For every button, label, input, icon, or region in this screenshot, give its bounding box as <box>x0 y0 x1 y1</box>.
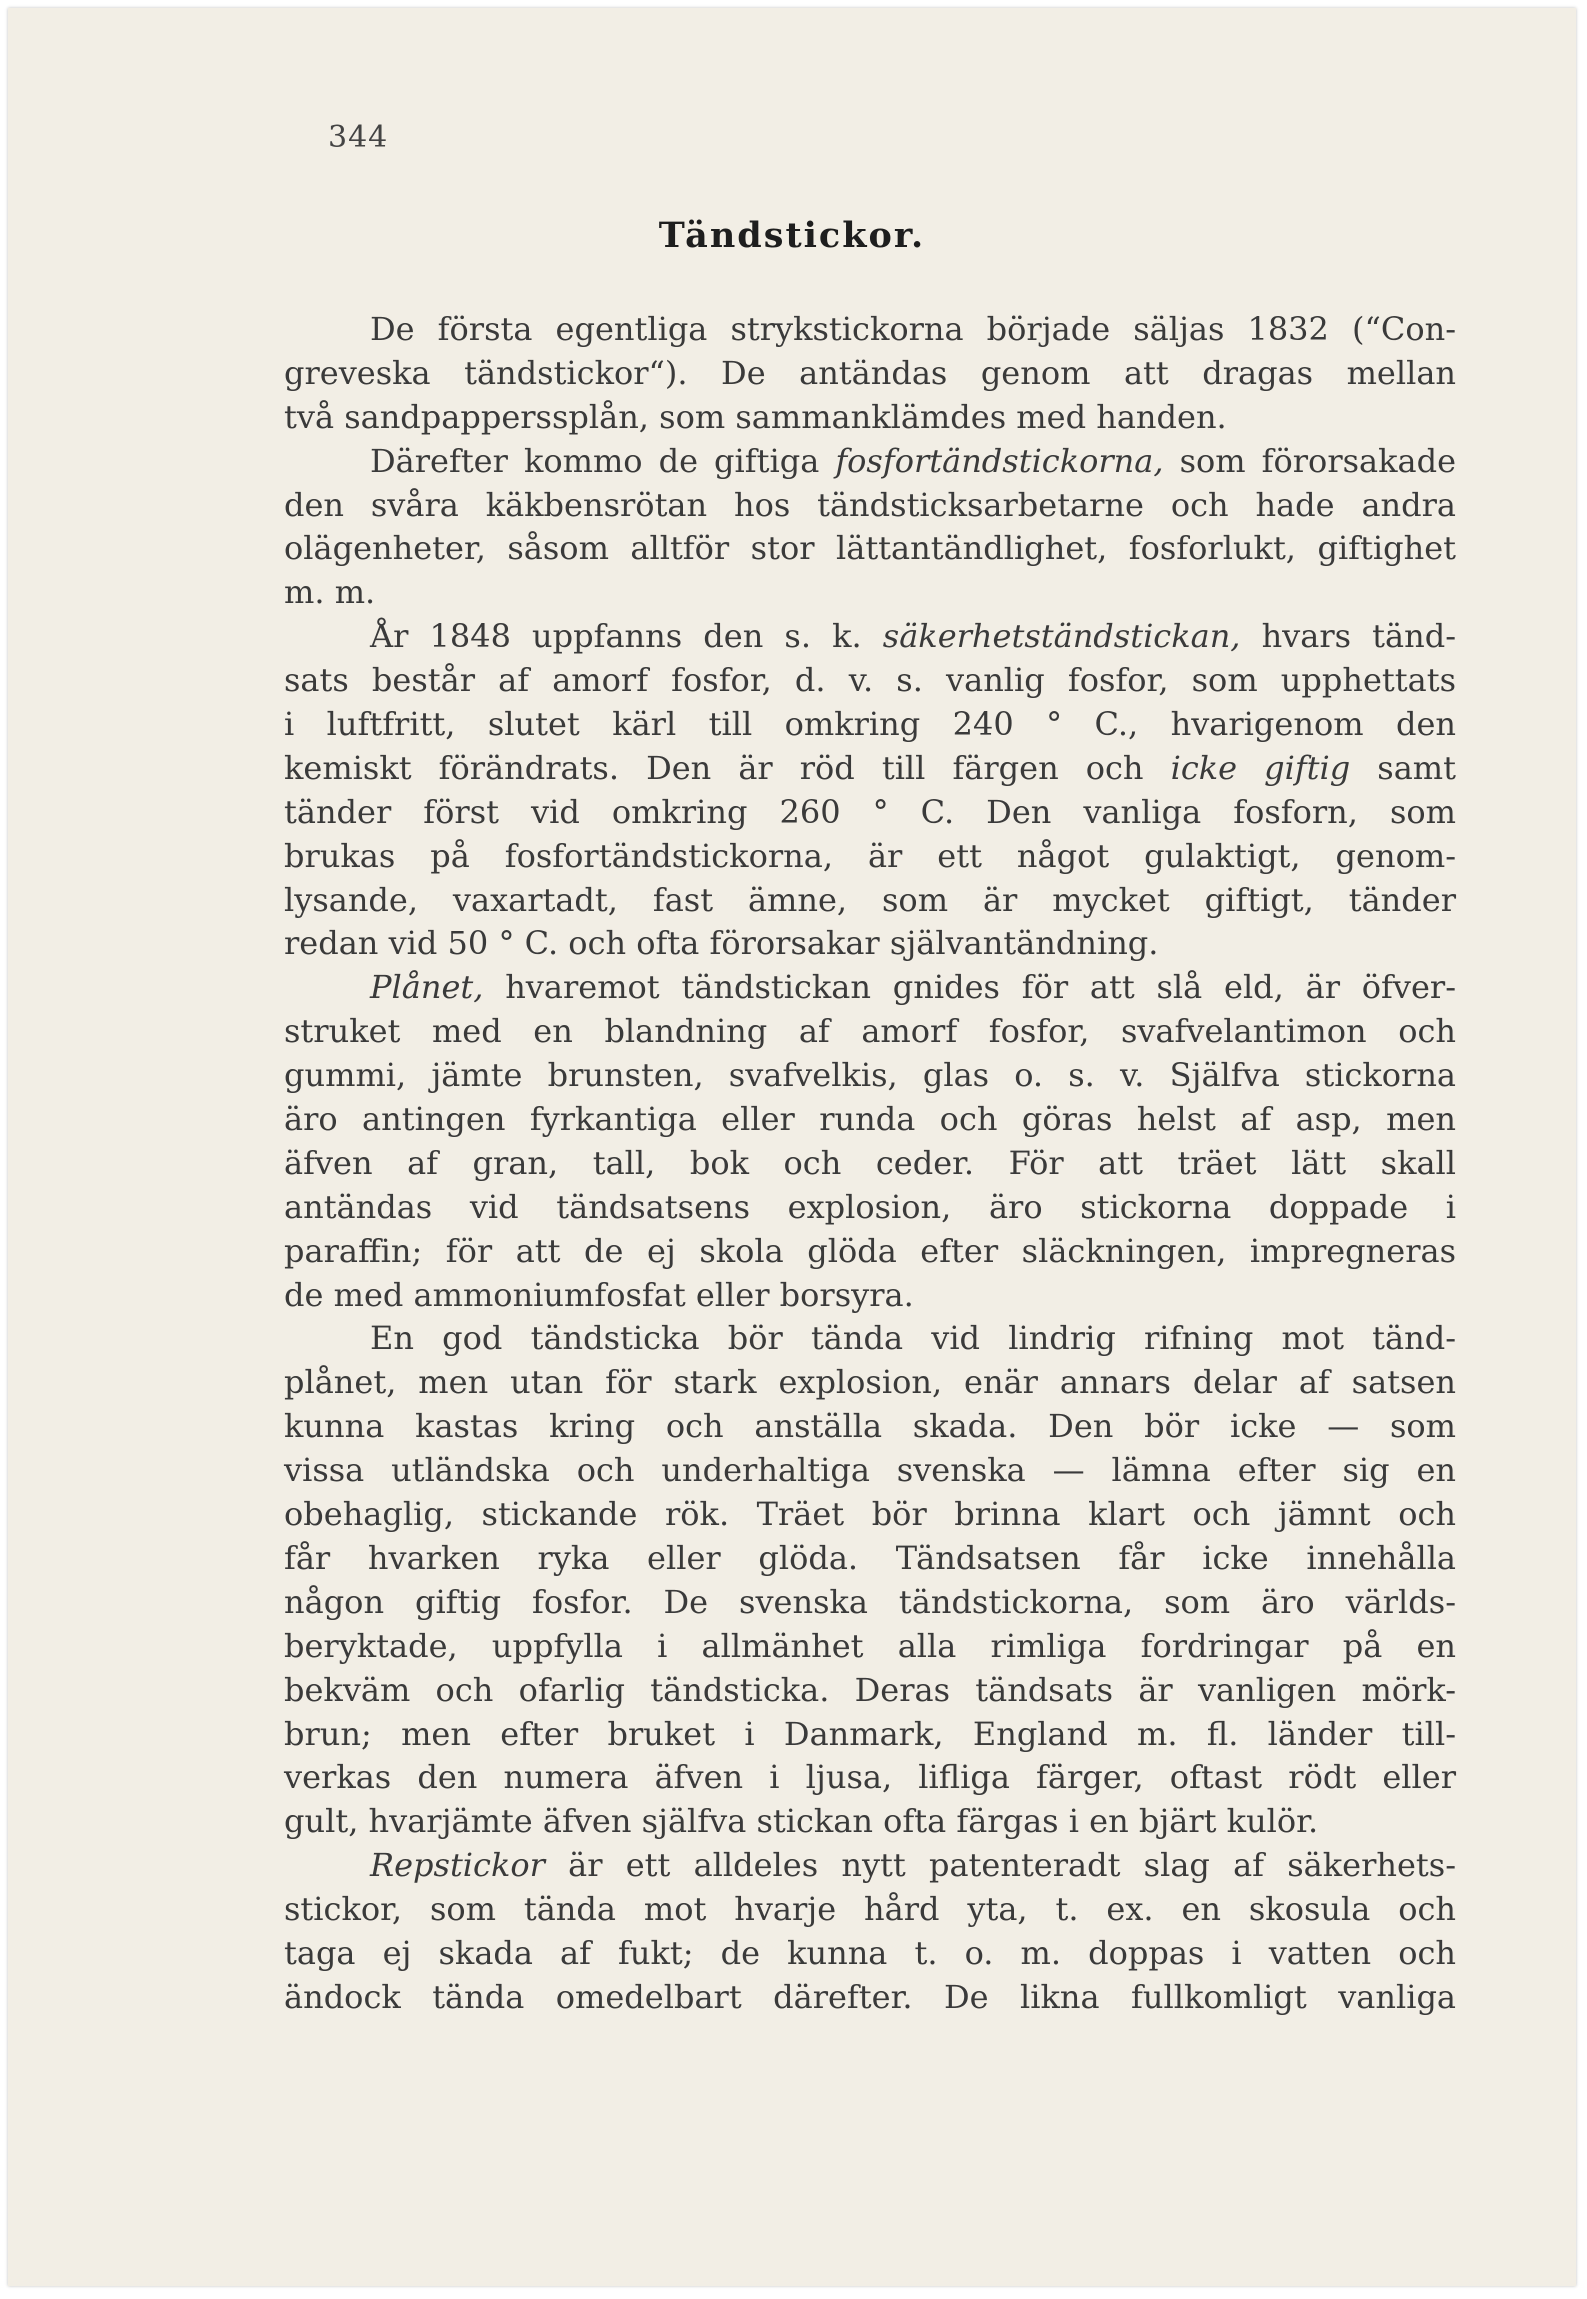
text-line <box>284 527 1456 571</box>
text-span: får hvarken ryka eller glöda. Tändsatsen får icke innehålla <box>284 1538 1456 1577</box>
text-line <box>284 835 1456 879</box>
text-span: vissa utländska och underhaltiga svenska — lämna efter sig en <box>284 1451 1456 1490</box>
text-span: obehaglig, stickande rök. Träet bör brinna klart och jämnt och <box>284 1495 1456 1534</box>
text-span: hvaremot tändstickan gnides för att slå eld, är öfver- <box>483 968 1456 1007</box>
page-title: Tändstickor. <box>658 215 926 256</box>
text-line <box>284 791 1456 835</box>
text-line <box>284 1230 1456 1274</box>
text-span: Därefter kommo de giftiga <box>370 441 836 480</box>
text-line <box>284 1010 1456 1054</box>
text-line <box>284 1493 1456 1537</box>
text-span: brukas på fosfortändstickorna, är ett något gulaktigt, genom- <box>284 836 1456 875</box>
text-span: sats består af amorf fosfor, d. v. s. vanlig fosfor, som upphettats <box>284 661 1456 700</box>
text-line <box>284 1274 1456 1318</box>
text-span: ändock tända omedelbart därefter. De likna fullkomligt vanliga <box>284 1977 1456 2016</box>
text-line <box>284 1756 1456 1800</box>
text-line <box>284 1581 1456 1625</box>
text-span: kunna kastas kring och anställa skada. Den bör icke — som <box>284 1407 1456 1446</box>
text-line <box>284 1888 1456 1932</box>
text-span: äfven af gran, tall, bok och ceder. För att träet lätt skall <box>284 1143 1456 1182</box>
text-span: två sandpapperssplån, som sammanklämdes med handen. <box>284 397 1227 436</box>
text-line <box>284 1142 1456 1186</box>
text-line <box>284 571 1456 615</box>
text-line <box>284 1625 1456 1669</box>
text-span: beryktade, uppfylla i allmänhet alla rimliga fordringar på en <box>284 1626 1456 1665</box>
text-span: tänder först vid omkring 260 ° C. Den vanliga fosforn, som <box>284 792 1456 831</box>
text-span: lysande, vaxartadt, fast ämne, som är mycket giftigt, tänder <box>284 880 1456 919</box>
text-line <box>284 1713 1456 1757</box>
text-span: År 1848 uppfanns den s. k. <box>370 617 883 656</box>
italic-term: säkerhetständstickan, <box>882 617 1241 656</box>
text-span: plånet, men utan för stark explosion, enär annars delar af satsen <box>284 1363 1456 1402</box>
text-span: antändas vid tändsatsens explosion, äro stickorna doppade i <box>284 1187 1456 1226</box>
text-line <box>284 922 1456 966</box>
text-line <box>284 484 1456 528</box>
text-span: En god tändsticka bör tända vid lindrig rifning mot tänd- <box>370 1319 1456 1358</box>
text-span: paraffin; för att de ej skola glöda efter släckningen, impregneras <box>284 1231 1456 1270</box>
text-line <box>284 879 1456 923</box>
text-span: samt <box>1350 748 1457 787</box>
text-line <box>284 308 1456 352</box>
text-line <box>284 1669 1456 1713</box>
text-line <box>284 1976 1456 2020</box>
text-line <box>284 1449 1456 1493</box>
text-line <box>284 1054 1456 1098</box>
text-line <box>284 1317 1456 1361</box>
text-span: bekväm och ofarlig tändsticka. Deras tändsats är vanligen mörk- <box>284 1670 1456 1709</box>
text-line <box>284 1800 1456 1844</box>
italic-term: Repstickor <box>370 1846 545 1885</box>
text-line <box>284 1361 1456 1405</box>
text-span: någon giftig fosfor. De svenska tändstickorna, som äro världs- <box>284 1582 1456 1621</box>
text-span: som förorsakade <box>1163 441 1456 480</box>
text-span: olägenheter, såsom alltför stor lättantändlighet, fosforlukt, giftighet <box>284 529 1456 568</box>
text-line <box>284 396 1456 440</box>
text-span: gult, hvarjämte äfven själfva stickan ofta färgas i en bjärt kulör. <box>284 1802 1319 1841</box>
text-span: m. m. <box>284 573 376 612</box>
text-span: kemiskt förändrats. Den är röd till färgen och <box>284 748 1171 787</box>
text-line <box>284 703 1456 747</box>
text-span: verkas den numera äfven i ljusa, lifliga färger, oftast rödt eller <box>284 1758 1456 1797</box>
text-span: brun; men efter bruket i Danmark, England m. fl. länder till- <box>284 1714 1456 1753</box>
italic-term: icke giftig <box>1170 748 1351 787</box>
text-line <box>284 659 1456 703</box>
text-span: struket med en blandning af amorf fosfor, svafvelantimon och <box>284 1012 1456 1051</box>
text-span: De första egentliga strykstickorna började säljas 1832 (“Con- <box>370 310 1456 348</box>
text-line <box>284 1405 1456 1449</box>
text-span: den svåra käkbensrötan hos tändsticksarbetarne och hade andra <box>284 485 1456 524</box>
text-span: taga ej skada af fukt; de kunna t. o. m. doppas i vatten och <box>284 1933 1456 1972</box>
text-line <box>284 747 1456 791</box>
page-number: 344 <box>328 120 389 155</box>
text-span: de med ammoniumfosfat eller borsyra. <box>284 1275 914 1314</box>
text-span: är ett alldeles nytt patenteradt slag af säkerhets- <box>544 1846 1456 1885</box>
italic-term: fosfortändstickorna, <box>835 441 1164 480</box>
text-line <box>284 615 1456 659</box>
text-span: äro antingen fyrkantiga eller runda och göras helst af asp, men <box>284 1100 1456 1139</box>
text-line <box>284 966 1456 1010</box>
text-span: stickor, som tända mot hvarje hård yta, t. ex. en skosula och <box>284 1890 1456 1929</box>
text-line <box>284 1844 1456 1888</box>
text-line <box>284 1537 1456 1581</box>
text-span: greveska tändstickor“). De antändas genom att dragas mellan <box>284 353 1456 392</box>
text-span: hvars tänd- <box>1240 617 1457 656</box>
book-page <box>8 8 1576 2286</box>
text-span: i luftfritt, slutet kärl till omkring 240 ° C., hvarigenom den <box>284 705 1456 744</box>
text-line <box>284 352 1456 396</box>
body-text <box>284 308 1456 2020</box>
text-line <box>284 440 1456 484</box>
text-line <box>284 1186 1456 1230</box>
italic-term: Plånet, <box>370 968 484 1007</box>
text-line <box>284 1932 1456 1976</box>
text-span: gummi, jämte brunsten, svafvelkis, glas o. s. v. Själfva stickorna <box>284 1056 1456 1095</box>
text-line <box>284 1098 1456 1142</box>
text-span: redan vid 50 ° C. och ofta förorsakar självantändning. <box>284 924 1159 963</box>
